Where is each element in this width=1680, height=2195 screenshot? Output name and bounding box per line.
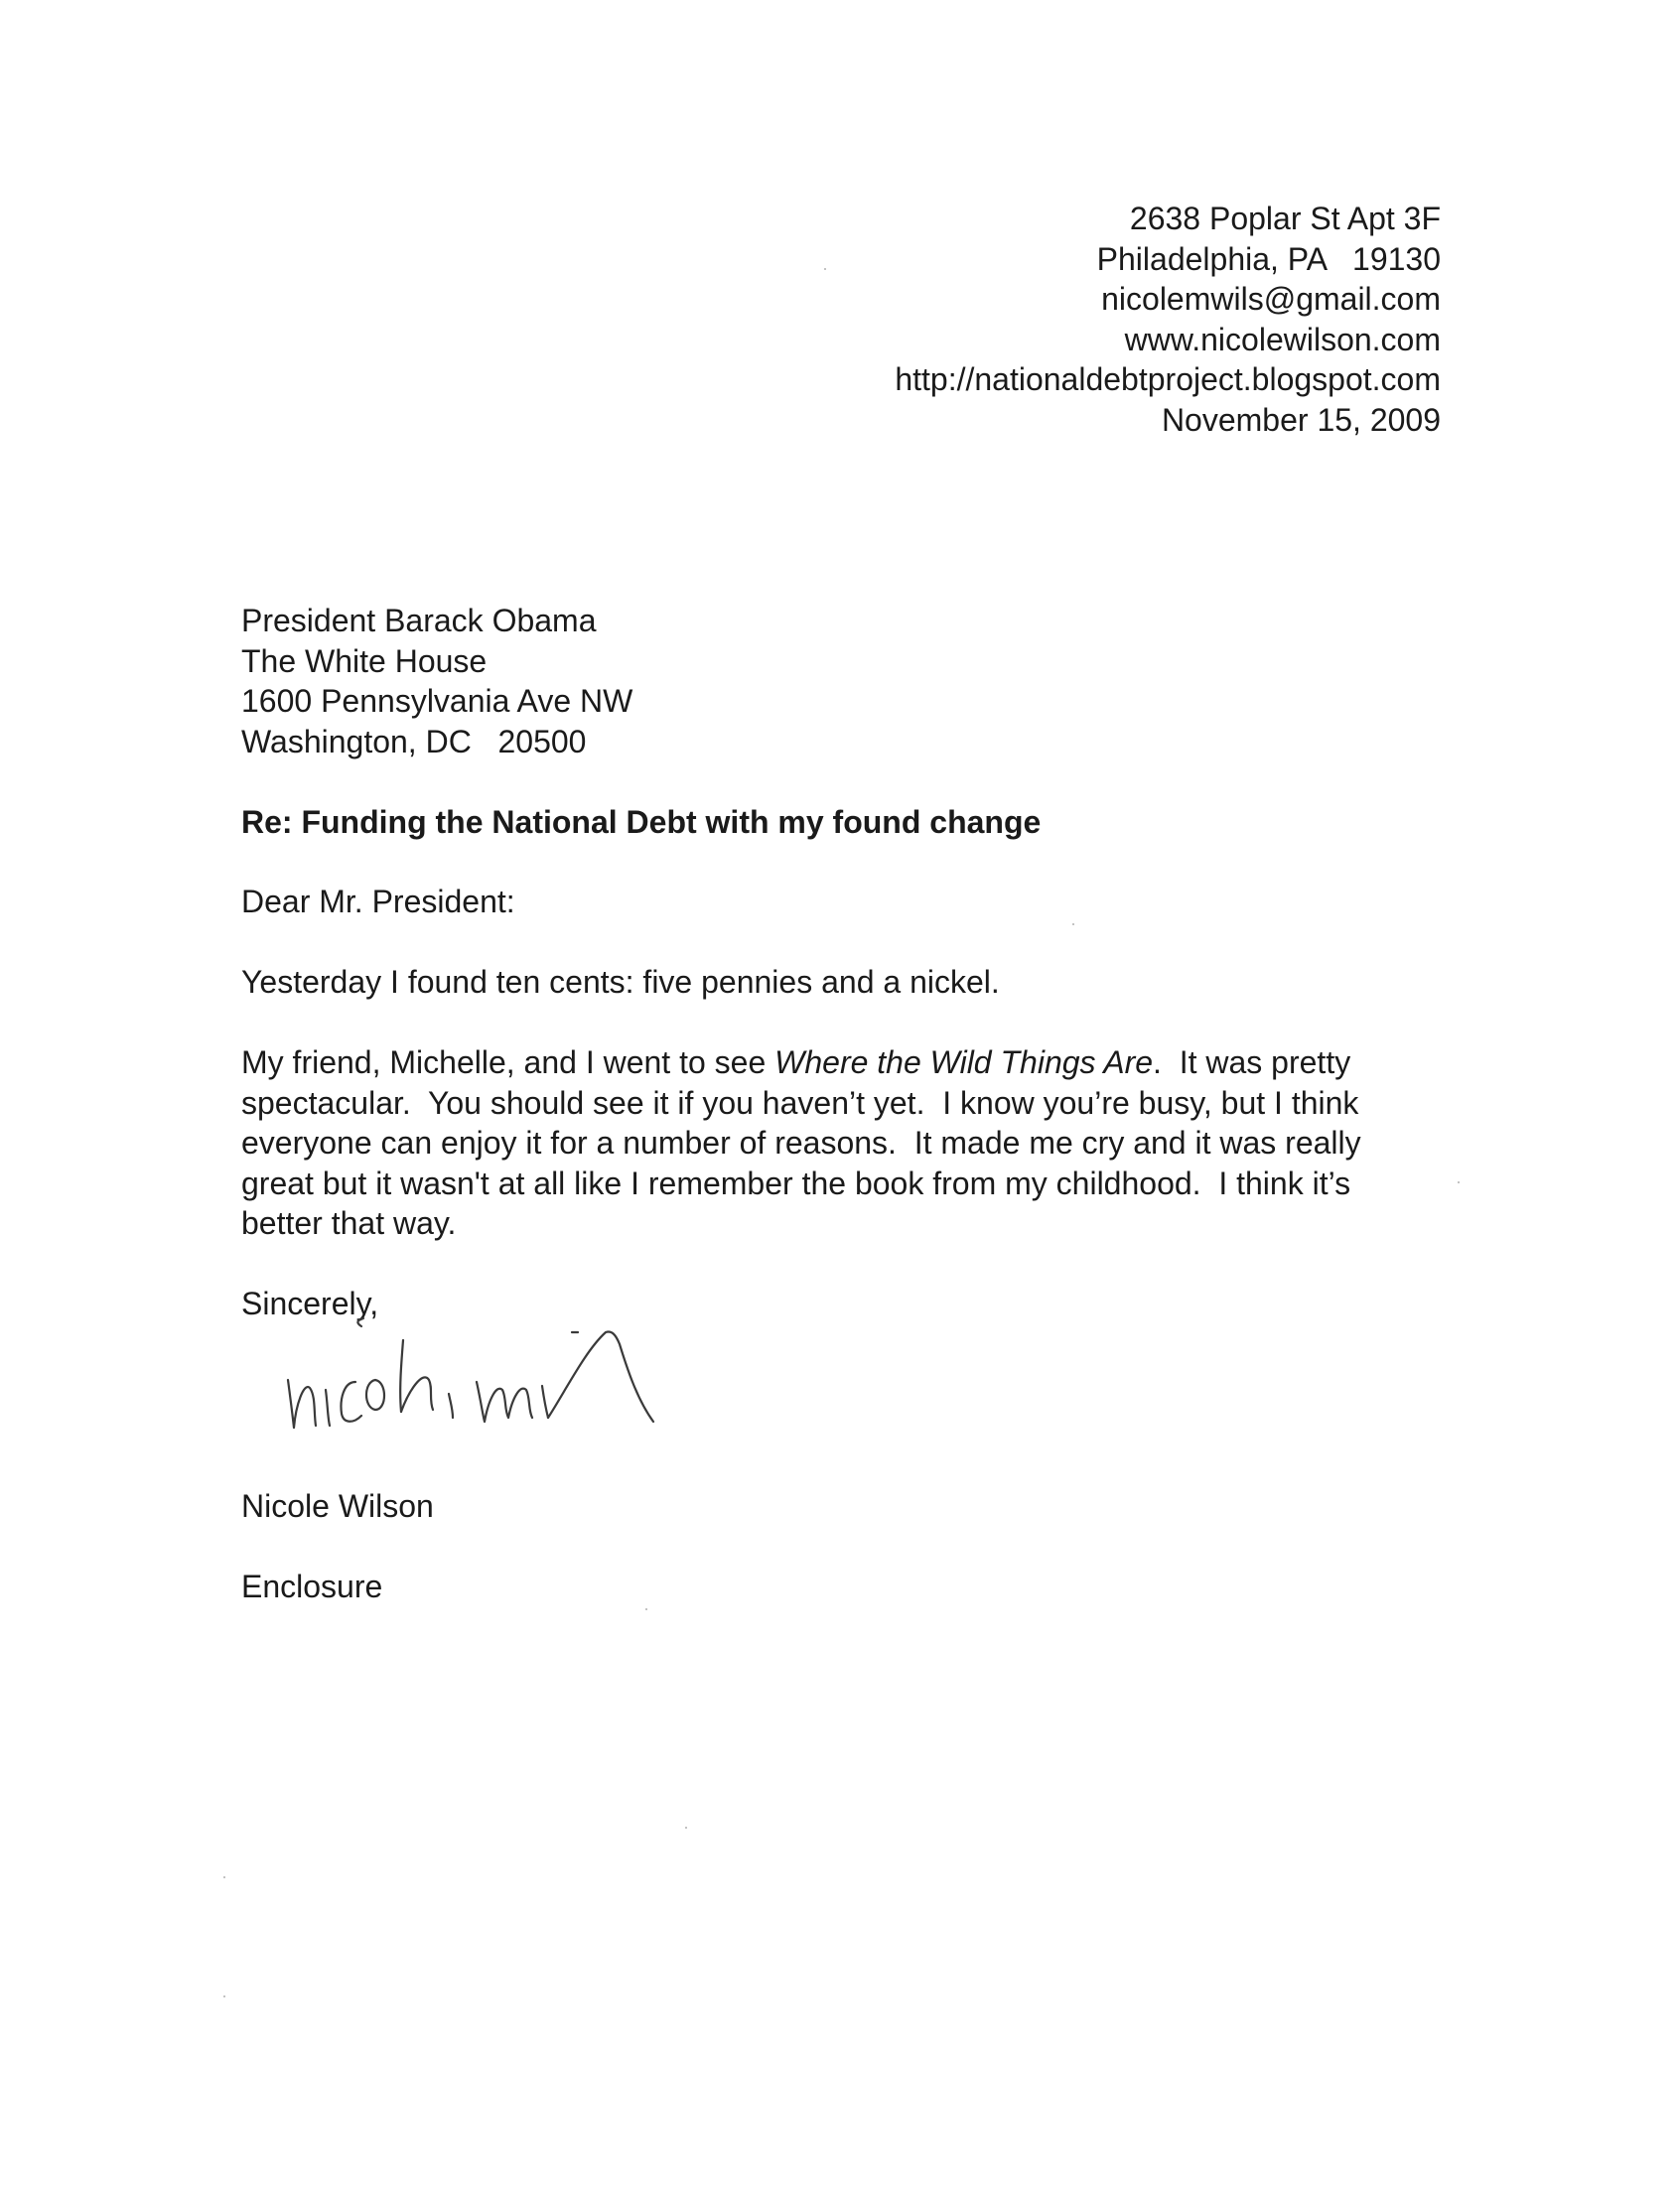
body-paragraph-1: Yesterday I found ten cents: five pennies and a nickel. bbox=[241, 964, 1000, 1000]
sender-address-block bbox=[895, 199, 1441, 440]
recipient-organization: The White House bbox=[241, 642, 488, 679]
paragraph-2-intro-tail: . It was pretty bbox=[1153, 1044, 1351, 1080]
body-paragraph-2-line-5: better that way. bbox=[241, 1205, 457, 1241]
salutation: Dear Mr. President: bbox=[241, 884, 515, 919]
scan-speck bbox=[1072, 923, 1074, 925]
subject-line: Re: Funding the National Debt with my found change bbox=[241, 804, 1042, 840]
closing: Sincerely, bbox=[241, 1286, 379, 1321]
sender-city-state-zip: Philadelphia, PA 19130 bbox=[1096, 240, 1441, 277]
body-paragraph-2 bbox=[241, 1042, 1361, 1244]
recipient-street: 1600 Pennsylvania Ave NW bbox=[241, 683, 633, 719]
scan-speck bbox=[223, 1876, 225, 1878]
paragraph-2-intro-text: My friend, Michelle, and I went to see bbox=[241, 1044, 775, 1080]
sender-website: www.nicolewilson.com bbox=[1124, 321, 1441, 357]
signer-name: Nicole Wilson bbox=[241, 1488, 434, 1524]
recipient-name: President Barack Obama bbox=[241, 603, 597, 638]
scan-speck bbox=[645, 1608, 647, 1610]
body-paragraph-2-line-3: everyone can enjoy it for a number of reasons. It made me cry and it was really bbox=[241, 1125, 1361, 1161]
scan-speck bbox=[824, 268, 826, 270]
handwritten-signature bbox=[278, 1310, 834, 1459]
recipient-city-state-zip: Washington, DC 20500 bbox=[241, 723, 587, 759]
recipient-address-block bbox=[241, 601, 632, 761]
scan-speck bbox=[1458, 1181, 1460, 1183]
letter-date: November 15, 2009 bbox=[1161, 401, 1441, 438]
sender-street: 2638 Poplar St Apt 3F bbox=[1129, 201, 1441, 236]
sender-email: nicolemwils@gmail.com bbox=[1101, 281, 1441, 317]
body-paragraph-2-line-4: great but it wasn't at all like I remember the book from my childhood. I think it’s bbox=[241, 1165, 1351, 1201]
scan-speck bbox=[223, 1995, 225, 1997]
scan-speck bbox=[685, 1827, 687, 1829]
body-paragraph-2-line-2: spectacular. You should see it if you haven’t yet. I know you’re busy, but I think bbox=[241, 1084, 1359, 1121]
sender-blog: http://nationaldebtproject.blogspot.com bbox=[895, 361, 1441, 397]
body-paragraph-2-line-1 bbox=[241, 1042, 1361, 1083]
movie-title: Where the Wild Things Are bbox=[774, 1044, 1154, 1080]
enclosure-notation: Enclosure bbox=[241, 1569, 383, 1604]
